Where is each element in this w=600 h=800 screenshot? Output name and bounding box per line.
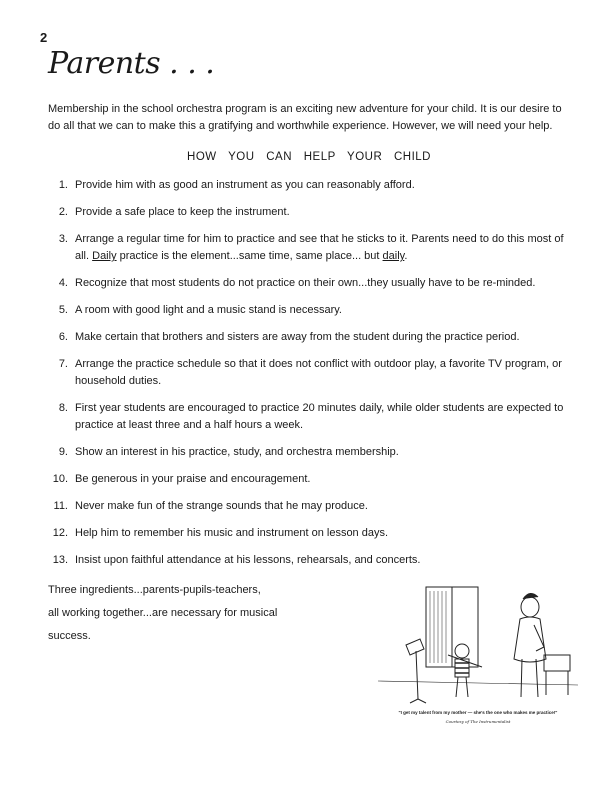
item-number: 10. — [52, 473, 68, 485]
item-number: 2. — [58, 206, 68, 218]
list-item — [40, 471, 578, 488]
list-item — [40, 498, 578, 515]
item-text-part: practice is the element...same time, same place... but — [116, 250, 383, 262]
item-number: 1. — [58, 179, 68, 191]
list-item — [40, 525, 578, 542]
list-item — [40, 356, 578, 390]
cartoon-credit: Courtesy of The Instrumentalist — [445, 719, 511, 724]
item-number: 9. — [58, 446, 68, 458]
item-text: Make certain that brothers and sisters are away from the student during the practice period. — [75, 331, 520, 343]
closing-line: Three ingredients...parents-pupils-teachers, — [48, 584, 261, 596]
cartoon-illustration — [378, 585, 578, 707]
item-number: 8. — [58, 402, 68, 414]
item-text: Arrange the practice schedule so that it does not conflict with outdoor play, a favorite TV program, or household duties. — [75, 358, 562, 387]
list-item — [40, 204, 578, 221]
intro-paragraph: Membership in the school orchestra program is an exciting new adventure for your child. It is our desire to do all that we can to make this a gratifying and worthwhile experience. However, we will need your help. — [48, 103, 562, 132]
cartoon-figure — [378, 585, 578, 725]
item-number: 7. — [58, 358, 68, 370]
item-text-part: Arrange a regular time for him to practice and see that he sticks to it. Parents need to do this most of all. — [75, 233, 564, 262]
closing-line: success. — [48, 630, 91, 642]
item-text: First year students are encouraged to practice 20 minutes daily, while older students are expected to practice at least three and a half hours a week. — [75, 402, 564, 431]
list-item — [40, 444, 578, 461]
item-text: Never make fun of the strange sounds that he may produce. — [75, 500, 368, 512]
item-text-part: . — [404, 250, 408, 262]
item-number: 5. — [58, 304, 68, 316]
list-item — [40, 400, 578, 434]
item-number: 4. — [58, 277, 68, 289]
item-text: Help him to remember his music and instrument on lesson days. — [75, 527, 389, 539]
closing-line: all working together...are necessary for musical — [48, 607, 278, 619]
section-heading: HOW YOU CAN HELP YOUR CHILD — [187, 151, 431, 163]
item-number: 12. — [52, 527, 68, 539]
list-item — [40, 275, 578, 292]
item-text: Provide him with as good an instrument as you can reasonably afford. — [75, 179, 415, 191]
item-number: 13. — [52, 554, 68, 566]
item-text: A room with good light and a music stand is necessary. — [75, 304, 342, 316]
item-text: Provide a safe place to keep the instrument. — [75, 206, 290, 218]
item-text: Recognize that most students do not practice on their own...they usually have to be re-minded. — [75, 277, 536, 289]
item-text — [75, 231, 578, 265]
underlined-daily: Daily — [92, 250, 117, 262]
list-item — [40, 552, 578, 569]
list-item — [40, 329, 578, 346]
list-item — [40, 231, 578, 265]
underlined-daily: daily — [382, 250, 405, 262]
item-text: Be generous in your praise and encouragement. — [75, 473, 311, 485]
page-title: Parents . . . — [48, 46, 215, 81]
item-number: 6. — [58, 331, 68, 343]
list-item — [40, 302, 578, 319]
list-item — [40, 177, 578, 194]
cartoon-caption: "I get my talent from my mother — she's the one who makes me practice!" — [398, 710, 558, 715]
item-number: 3. — [58, 233, 68, 245]
tips-list — [40, 177, 578, 569]
page-number: 2 — [40, 30, 48, 45]
item-text: Insist upon faithful attendance at his lessons, rehearsals, and concerts. — [75, 554, 421, 566]
item-number: 11. — [53, 500, 68, 512]
item-text: Show an interest in his practice, study, and orchestra membership. — [75, 446, 399, 458]
closing-paragraph — [48, 579, 338, 648]
bottom-section — [40, 579, 578, 725]
